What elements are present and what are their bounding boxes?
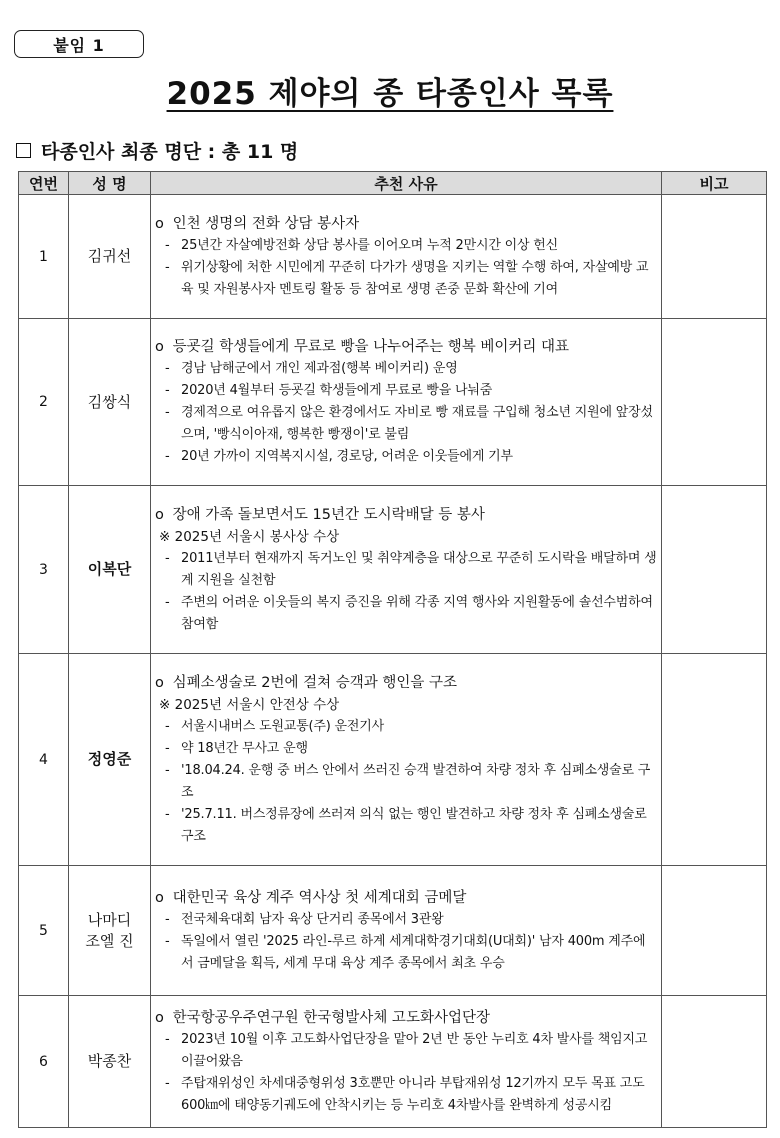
- person-name-line: 박종찬: [87, 1052, 132, 1070]
- reason-item-text: 전국체육대회 남자 육상 단거리 종목에서 3관왕: [181, 911, 444, 927]
- award-note: [155, 694, 657, 716]
- header-no: 연번: [19, 172, 69, 195]
- bell-ringers-table: [18, 171, 767, 1128]
- row-number: 4: [19, 654, 69, 866]
- recommendation-reason: [151, 319, 662, 486]
- remark-cell: [662, 486, 767, 654]
- recommendation-reason: [151, 654, 662, 866]
- reason-item: [155, 716, 657, 738]
- circle-bullet-icon: o: [155, 215, 164, 232]
- person-name-line: 김쌍식: [87, 392, 132, 411]
- dash-bullet-icon: -: [165, 740, 170, 756]
- reason-item-text: 25년간 자살예방전화 상담 봉사를 이어오며 누적 2만시간 이상 헌신: [181, 237, 558, 253]
- recommendation-reason: [151, 996, 662, 1128]
- reason-item: [155, 592, 657, 636]
- reason-item-text: '18.04.24. 운행 중 버스 안에서 쓰러진 승객 발견하여 차량 정차 후 심폐소생술로 구조: [181, 762, 651, 800]
- reason-headline-text: 장애 가족 돌보면서도 15년간 도시락배달 등 봉사: [172, 506, 485, 523]
- reason-headline: [155, 213, 657, 235]
- dash-bullet-icon: -: [165, 718, 170, 734]
- reason-item-text: 독일에서 열린 '2025 라인-루르 하계 세계대학경기대회(U대회)' 남자 400m 계주에서 금메달을 획득, 세계 무대 육상 계주 종목에서 최초 우승: [181, 933, 646, 971]
- reason-headline-text: 등굣길 학생들에게 무료로 빵을 나누어주는 행복 베이커리 대표: [172, 339, 570, 355]
- dash-bullet-icon: -: [165, 237, 170, 253]
- reason-headline: [155, 887, 657, 909]
- document-title: 2025 제야의 종 타종인사 목록: [166, 76, 614, 112]
- reason-item-text: 경남 남해군에서 개인 제과점(행복 베이커리) 운영: [181, 361, 458, 376]
- reason-item-text: 경제적으로 여유롭지 않은 환경에서도 자비로 빵 재료를 구입해 청소년 지원에 앞장섰으며, '빵식이아재, 행복한 빵쟁이'로 불림: [181, 405, 653, 442]
- reason-item: [155, 257, 657, 301]
- row-number: 3: [19, 486, 69, 654]
- person-name: [69, 486, 151, 654]
- reason-item-text: 약 18년간 무사고 운행: [181, 740, 308, 756]
- dash-bullet-icon: -: [165, 405, 170, 420]
- row-number: 2: [19, 319, 69, 486]
- reference-mark-icon: ※: [159, 696, 175, 713]
- person-name: [69, 996, 151, 1128]
- reason-item-text: 20년 가까이 지역복지시설, 경로당, 어려운 이웃들에게 기부: [181, 449, 513, 464]
- reason-item: [155, 548, 657, 592]
- reason-headline: [155, 336, 657, 358]
- reason-headline: [155, 504, 657, 526]
- reason-item-text: '25.7.11. 버스정류장에 쓰러져 의식 없는 행인 발견하고 차량 정차 후 심폐소생술로 구조: [181, 806, 647, 844]
- reason-headline: [155, 672, 657, 694]
- person-name: [69, 866, 151, 996]
- reason-headline: [155, 1007, 657, 1029]
- reason-item-text: 주변의 어려운 이웃들의 복지 증진을 위해 각종 지역 행사와 지원활동에 솔선수범하여 참여함: [181, 594, 653, 632]
- section-heading-text: 타종인사 최종 명단 : 총 11 명: [41, 141, 299, 163]
- reason-headline-text: 심폐소생술로 2번에 걸쳐 승객과 행인을 구조: [172, 674, 458, 691]
- table-row: [19, 654, 767, 866]
- remark-cell: [662, 195, 767, 319]
- reason-item: [155, 235, 657, 257]
- person-name-line: 김귀선: [87, 247, 132, 265]
- reason-item: [155, 402, 657, 446]
- recommendation-reason: [151, 866, 662, 996]
- reason-item: [155, 909, 657, 931]
- table-row: [19, 486, 767, 654]
- circle-bullet-icon: o: [155, 889, 164, 906]
- table-row: [19, 195, 767, 319]
- remark-cell: [662, 866, 767, 996]
- circle-bullet-icon: o: [155, 1009, 164, 1026]
- header-reason: 추천 사유: [151, 172, 662, 195]
- circle-bullet-icon: o: [155, 506, 164, 523]
- reason-item: [155, 1029, 657, 1073]
- row-number: 1: [19, 195, 69, 319]
- reference-mark-icon: ※: [159, 528, 175, 545]
- header-name: 성 명: [69, 172, 151, 195]
- dash-bullet-icon: -: [165, 806, 170, 822]
- person-name-line: 이복단: [87, 560, 132, 578]
- reason-item-text: 주탑재위성인 차세대중형위성 3호뿐만 아니라 부탑재위성 12기까지 모두 목표 고도 600㎞에 태양동기궤도에 안착시키는 등 누리호 4차발사를 완벽하게 성공시킴: [181, 1075, 645, 1113]
- remark-cell: [662, 996, 767, 1128]
- reason-item-text: 위기상황에 처한 시민에게 꾸준히 다가가 생명을 지키는 역할 수행 하여, 자살예방 교육 및 자원봉사자 멘토링 활동 등 참여로 생명 존중 문화 확산에 기여: [181, 259, 649, 297]
- document-title-wrap: [0, 68, 780, 113]
- row-number: 5: [19, 866, 69, 996]
- person-name: [69, 195, 151, 319]
- circle-bullet-icon: o: [155, 674, 164, 691]
- reason-item: [155, 760, 657, 804]
- dash-bullet-icon: -: [165, 449, 170, 464]
- header-remark: 비고: [662, 172, 767, 195]
- table-header-row: [19, 172, 767, 195]
- dash-bullet-icon: -: [165, 1075, 170, 1091]
- reason-item: [155, 931, 657, 975]
- reason-item: [155, 738, 657, 760]
- reason-item: [155, 446, 657, 468]
- reason-headline-text: 인천 생명의 전화 상담 봉사자: [172, 215, 360, 232]
- reason-item-text: 2011년부터 현재까지 독거노인 및 취약계층을 대상으로 꾸준히 도시락을 배달하며 생계 지원을 실천함: [181, 550, 657, 588]
- section-heading: [16, 137, 298, 164]
- row-number: 6: [19, 996, 69, 1128]
- person-name: [69, 654, 151, 866]
- dash-bullet-icon: -: [165, 550, 170, 566]
- person-name-line: 정영준: [87, 750, 132, 768]
- table-row: [19, 996, 767, 1128]
- dash-bullet-icon: -: [165, 361, 170, 376]
- award-note: [155, 526, 657, 548]
- dash-bullet-icon: -: [165, 762, 170, 778]
- person-name-line: 나마디: [87, 910, 132, 929]
- dash-bullet-icon: -: [165, 911, 170, 927]
- reason-item: [155, 358, 657, 380]
- reason-item: [155, 1073, 657, 1117]
- reason-item: [155, 380, 657, 402]
- dash-bullet-icon: -: [165, 383, 170, 398]
- reason-item: [155, 804, 657, 848]
- remark-cell: [662, 654, 767, 866]
- table-row: [19, 866, 767, 996]
- dash-bullet-icon: -: [165, 259, 170, 275]
- person-name-line: 조엘 진: [85, 931, 134, 950]
- person-name: [69, 319, 151, 486]
- reason-item-text: 2023년 10월 이후 고도화사업단장을 맡아 2년 반 동안 누리호 4차 발사를 책임지고 이끌어왔음: [181, 1031, 648, 1069]
- square-bullet-icon: [16, 143, 31, 158]
- award-note-text: 2025년 서울시 안전상 수상: [174, 696, 340, 713]
- recommendation-reason: [151, 486, 662, 654]
- award-note-text: 2025년 서울시 봉사상 수상: [174, 528, 340, 545]
- reason-item-text: 2020년 4월부터 등굣길 학생들에게 무료로 빵을 나눠줌: [181, 383, 493, 398]
- dash-bullet-icon: -: [165, 594, 170, 610]
- attachment-tag: 붙임 1: [14, 30, 144, 58]
- reason-headline-text: 대한민국 육상 계주 역사상 첫 세계대회 금메달: [172, 889, 467, 906]
- circle-bullet-icon: o: [155, 339, 164, 355]
- table-row: [19, 319, 767, 486]
- dash-bullet-icon: -: [165, 933, 170, 949]
- reason-headline-text: 한국항공우주연구원 한국형발사체 고도화사업단장: [172, 1009, 490, 1026]
- reason-item-text: 서울시내버스 도원교통(주) 운전기사: [181, 718, 384, 734]
- remark-cell: [662, 319, 767, 486]
- dash-bullet-icon: -: [165, 1031, 170, 1047]
- recommendation-reason: [151, 195, 662, 319]
